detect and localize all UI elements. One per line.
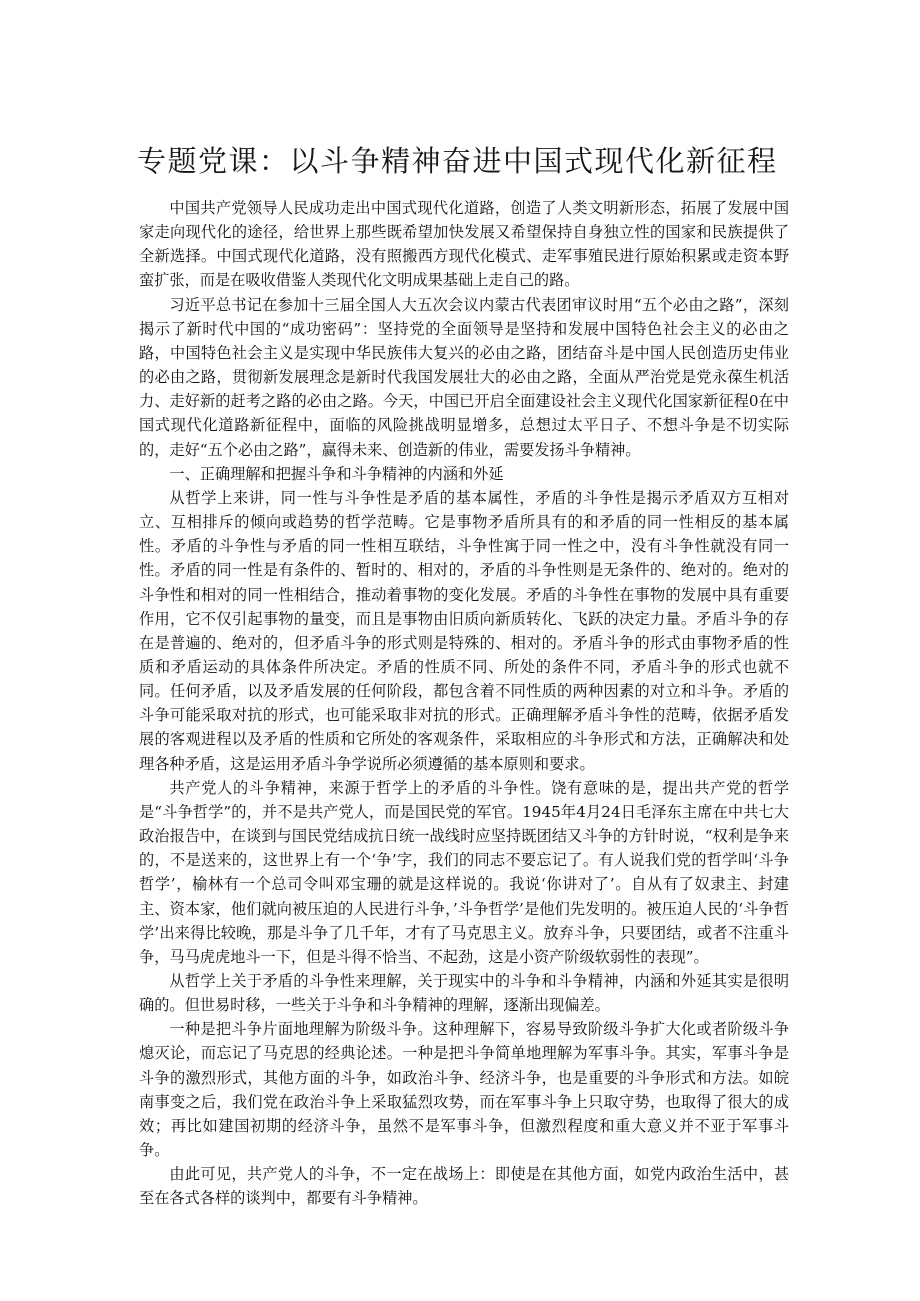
document-title: 专题党课：以斗争精神奋进中国式现代化新征程: [137, 144, 778, 178]
paragraph-intro: 中国共产党领导人民成功走出中国式现代化道路，创造了人类文明新形态，拓展了发展中国家走向现代化的途径，给世界上那些既希望加快发展又希望保持自身独立性的国家和民族提供了全新选择。中国式现代化道路，没有照搬西方现代化模式、走军事殖民进行原始积累或走资本野蛮扩张，而是在吸收借鉴人类现代化文明成果基础上走自己的路。: [139, 199, 789, 290]
paragraph-misunderstandings: 一种是把斗争片面地理解为阶级斗争。这种理解下，容易导致阶级斗争扩大化或者阶级斗争熄灭论，而忘记了马克思的经典论述。一种是把斗争简单地理解为军事斗争。其实，军事斗争是斗争的激烈形式，其他方面的斗争，如政治斗争、经济斗争，也是重要的斗争形式和方法。如皖南事变之后，我们党在政治斗争上采取猛烈攻势，而在军事斗争上只取守势，也取得了很大的成效；再比如建国初期的经济斗争，虽然不是军事斗争，但激烈程度和重大意义并不亚于军事斗争。: [139, 1020, 789, 1160]
paragraph-struggle-spirit-origin: 共产党人的斗争精神，来源于哲学上的矛盾的斗争性。饶有意味的是，提出共产党的哲学是“斗争哲学”的，并不是共产党人，而是国民党的军官。1945年4月24日毛泽东主席在中共七大政治报告中，在谈到与国民党结成抗日统一战线时应坚持既团结又斗争的方针时说，“权利是争来的，不是送来的，这世界上有一个‘争’字，我们的同志不要忘记了。有人说我们党的哲学叫‘斗争哲学’，榆林有一个总司令叫邓宝珊的就是这样说的。我说‘你讲对了’。自从有了奴隶主、封建主、资本家，他们就向被压迫的人民进行斗争，’斗争哲学’是他们先发明的。被压迫人民的‘斗争哲学’出来得比较晚，那是斗争了几千年，才有了马克思主义。放弃斗争，只要团结，或者不注重斗争，马马虎虎地斗一下，但是斗得不恰当、不起劲，这是小资产阶级软弱性的表现”。: [139, 778, 789, 966]
paragraph-philosophy: 从哲学上来讲，同一性与斗争性是矛盾的基本属性，矛盾的斗争性是揭示矛盾双方互相对立、互相排斥的倾向或趋势的哲学范畴。它是事物矛盾所具有的和矛盾的同一性相反的基本属性。矛盾的斗争性与矛盾的同一性相互联结，斗争性寓于同一性之中，没有斗争性就没有同一性。矛盾的同一性是有条件的、暂时的、相对的，矛盾的斗争性则是无条件的、绝对的。绝对的斗争性和相对的同一性相结合，推动着事物的变化发展。矛盾的斗争性在事物的发展中具有重要作用，它不仅引起事物的量变，而且是事物由旧质向新质转化、飞跃的决定力量。矛盾斗争的存在是普遍的、绝对的，但矛盾斗争的形式则是特殊的、相对的。矛盾斗争的形式由事物矛盾的性质和矛盾运动的具体条件所决定。矛盾的性质不同、所处的条件不同，矛盾斗争的形式也就不同。任何矛盾，以及矛盾发展的任何阶段，都包含着不同性质的两种因素的对立和斗争。矛盾的斗争可能采取对抗的形式，也可能采取非对抗的形式。正确理解矛盾斗争性的范畴，依据矛盾发展的客观进程以及矛盾的性质和它所处的客观条件，采取相应的斗争形式和方法，正确解决和处理各种矛盾，这是运用矛盾斗争学说所必须遵循的基本原则和要求。: [139, 488, 789, 773]
paragraph-five-paths: 习近平总书记在参加十三届全国人大五次会议内蒙古代表团审议时用“五个必由之路”，深刻揭示了新时代中国的“成功密码”：坚持党的全面领导是坚持和发展中国特色社会主义的必由之路，中国特色社会主义是实现中华民族伟大复兴的必由之路，团结奋斗是中国人民创造历史伟业的必由之路，贯彻新发展理念是新时代我国发展壮大的必由之路，全面从严治党是党永葆生机活力、走好新的赶考之路的必由之路。今天，中国已开启全面建设社会主义现代化国家新征程0在中国式现代化道路新征程中，面临的风险挑战明显增多，总想过太平日子、不想斗争是不切实际的，走好“五个必由之路”，赢得未来、创造新的伟业，需要发扬斗争精神。: [139, 295, 789, 459]
section-heading-1: 一、正确理解和把握斗争和斗争精神的内涵和外延: [169, 464, 504, 483]
paragraph-understanding: 从哲学上关于矛盾的斗争性来理解，关于现实中的斗争和斗争精神，内涵和外延其实是很明确的。但世易时移，一些关于斗争和斗争精神的理解，逐渐出现偏差。: [139, 972, 789, 1015]
paragraph-conclusion: 由此可见，共产党人的斗争，不一定在战场上：即使是在其他方面，如党内政治生活中，甚至在各式各样的谈判中，都要有斗争精神。: [139, 1165, 789, 1208]
document-body: [139, 196, 789, 1211]
